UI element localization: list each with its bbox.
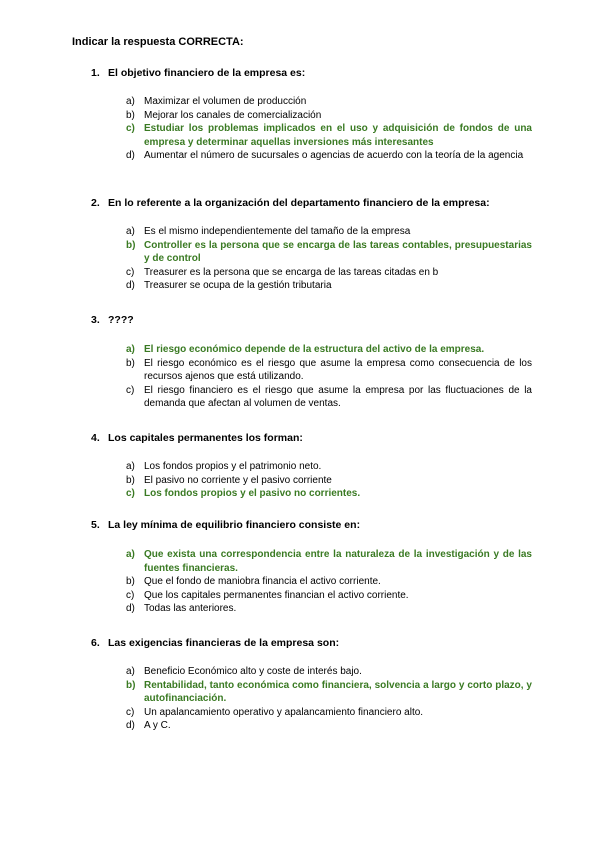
option-2b-correct: b) Controller es la persona que se encarga de las tareas contables, presupuestarias y de control — [126, 239, 532, 264]
option-5d: d) Todas las anteriores. — [126, 603, 237, 614]
question-1-options — [126, 95, 532, 163]
option-4c-correct: c) Los fondos propios y el pasivo no corrientes. — [126, 488, 361, 499]
option-3a-correct: a) El riesgo económico depende de la estructura del activo de la empresa. — [126, 344, 485, 355]
question-6-options — [126, 665, 532, 733]
option-1d: d) Aumentar el número de sucursales o agencias de acuerdo con la teoría de la agencia — [126, 150, 524, 161]
question-number: 5. — [91, 519, 100, 531]
question-5-options — [126, 548, 532, 616]
question-text: Los capitales permanentes los forman: — [108, 432, 303, 444]
page-title: Indicar la respuesta CORRECTA: — [72, 36, 244, 48]
option-4a: a) Los fondos propios y el patrimonio neto. — [126, 461, 322, 472]
option-5a-correct: a) Que exista una correspondencia entre la naturaleza de la investigación y de las fuentes financieras. — [126, 549, 532, 574]
question-text: El objetivo financiero de la empresa es: — [108, 67, 306, 79]
option-3b: b) El riesgo económico es el riesgo que asume la empresa como consecuencia de los recursos ajenos que está utilizando. — [126, 357, 532, 382]
question-text: Las exigencias financieras de la empresa son: — [108, 637, 340, 649]
question-6 — [91, 637, 531, 650]
question-number: 4. — [91, 432, 100, 444]
question-4-options — [126, 460, 532, 501]
question-2-options — [126, 225, 532, 293]
question-number: 1. — [91, 67, 100, 79]
option-6b-correct: b) Rentabilidad, tanto económica como financiera, solvencia a largo y corto plazo, y autofinanciación. — [126, 679, 532, 704]
question-5 — [91, 519, 531, 532]
question-2 — [91, 197, 531, 210]
option-6a: a) Beneficio Económico alto y coste de interés bajo. — [126, 666, 362, 677]
question-1 — [91, 67, 531, 80]
option-3c: c) El riesgo financiero es el riesgo que asume la empresa por las fluctuaciones de la demanda que afectan al volumen de ventas. — [126, 384, 532, 409]
question-text: ???? — [108, 314, 134, 326]
question-4 — [91, 432, 531, 445]
option-6c: c) Un apalancamiento operativo y apalancamiento financiero alto. — [126, 706, 424, 718]
option-6d: d) A y C. — [126, 720, 171, 731]
question-text: La ley mínima de equilibrio financiero consiste en: — [108, 519, 361, 531]
option-1b: b) Mejorar los canales de comercialización — [126, 109, 322, 121]
question-number: 6. — [91, 637, 100, 649]
question-number: 3. — [91, 314, 100, 326]
option-5c: c) Que los capitales permanentes financian el activo corriente. — [126, 589, 409, 601]
question-text: En lo referente a la organización del departamento financiero de la empresa: — [108, 197, 490, 209]
question-number: 2. — [91, 197, 100, 209]
option-4b: b) El pasivo no corriente y el pasivo corriente — [126, 474, 332, 486]
option-1a: a) Maximizar el volumen de producción — [126, 96, 307, 107]
option-2c: c) Treasurer es la persona que se encarga de las tareas citadas en b — [126, 266, 439, 278]
option-5b: b) Que el fondo de maniobra financia el activo corriente. — [126, 576, 381, 587]
question-3 — [91, 314, 531, 327]
question-3-options — [126, 343, 532, 411]
option-1c-correct: c) Estudiar los problemas implicados en el uso y adquisición de fondos de una empresa y determinar aquellas inversiones más interesantes — [126, 123, 532, 148]
option-2d: d) Treasurer se ocupa de la gestión tributaria — [126, 280, 332, 291]
option-2a: a) Es el mismo independientemente del tamaño de la empresa — [126, 226, 411, 237]
